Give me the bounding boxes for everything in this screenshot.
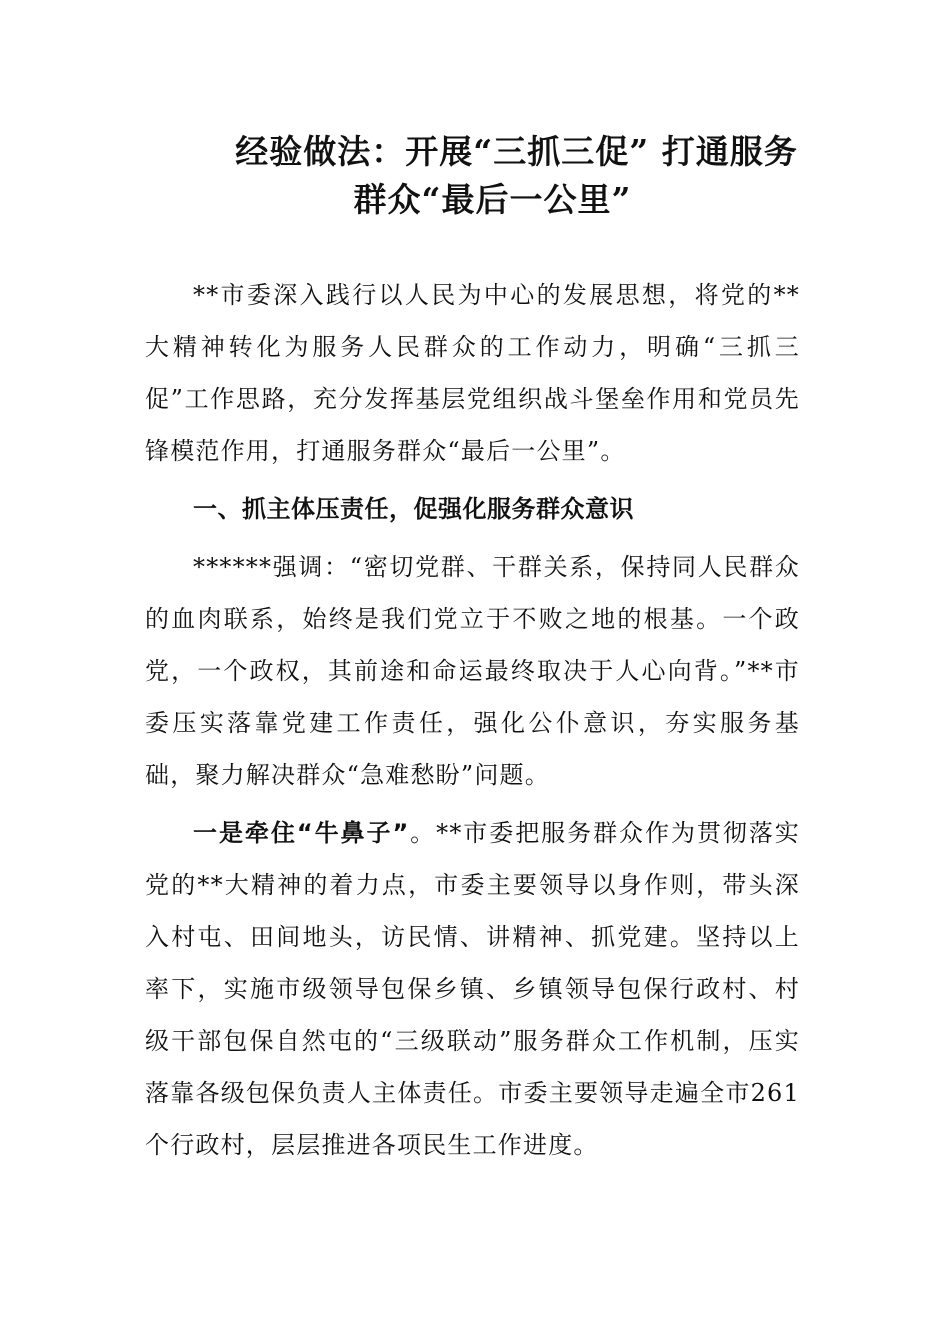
title-line-1: 经验做法：开展“三抓三促” 打通服务 [235, 132, 798, 171]
point1-text: 。**市委把服务群众作为贯彻落实党的**大精神的着力点，市委主要领导以身作则，带头深入村屯、田间地头，访民情、讲精神、抓党建。坚持以上率下，实施市级领导包保乡镇、乡镇领导包保行政村、村级干部包保自然屯的“三级联动”服务群众工作机制，压实落靠各级包保负责人主体责任。市委主要领导走遍全市261个行政村，层层推进各项民生工作进度。 [145, 819, 800, 1159]
section-heading-1: 一、抓主体压责任，促强化服务群众意识 [193, 495, 634, 523]
title-line-2: 群众“最后一公里” [353, 180, 632, 219]
point1-lead: 一是牵住“牛鼻子” [193, 819, 410, 847]
document-body [145, 269, 800, 1171]
intro-paragraph: **市委深入践行以人民为中心的发展思想，将党的**大精神转化为服务人民群众的工作动力，明确“三抓三促”工作思路，充分发挥基层党组织战斗堡垒作用和党员先锋模范作用，打通服务群众“最后一公里”。 [145, 281, 800, 465]
document-title [145, 128, 800, 224]
point1-paragraph [145, 807, 800, 1171]
document-page [145, 128, 800, 1171]
section1-paragraph: ******强调：“密切党群、干群关系，保持同人民群众的血肉联系，始终是我们党立于不败之地的根基。一个政党，一个政权，其前途和命运最终取决于人心向背。”**市委压实落靠党建工作责任，强化公仆意识，夯实服务基础，聚力解决群众“急难愁盼”问题。 [145, 553, 800, 789]
